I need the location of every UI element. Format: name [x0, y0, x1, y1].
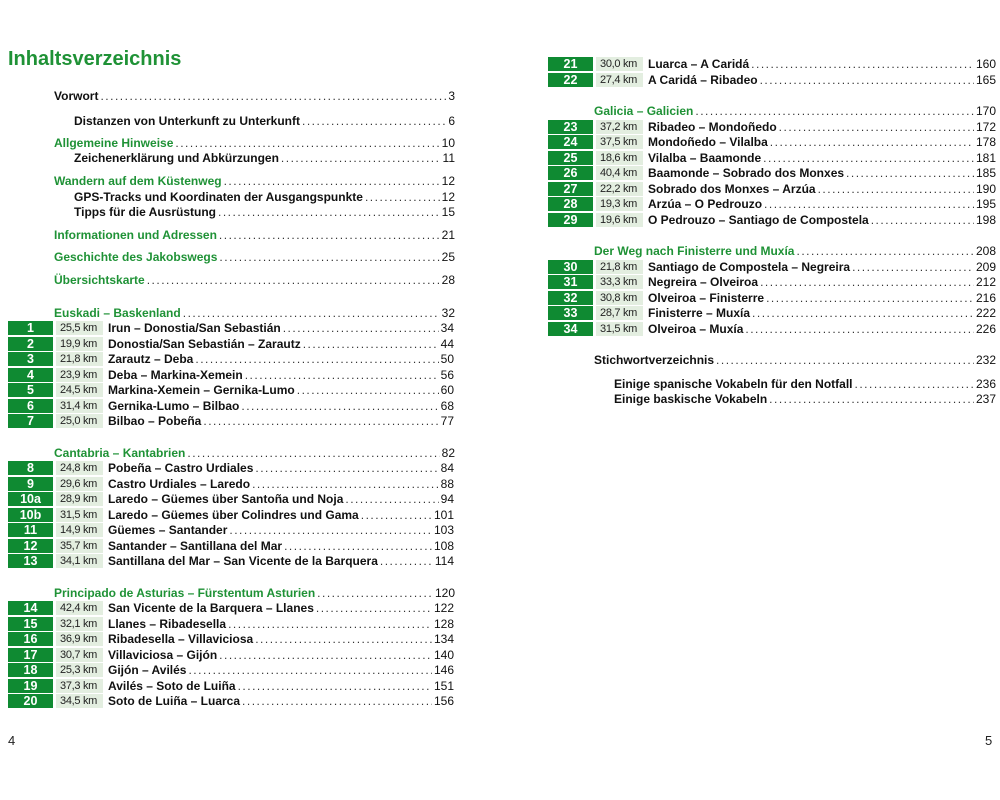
- stage-row[interactable]: [8, 678, 454, 693]
- toc-entry-page: 236: [975, 376, 996, 391]
- stage-route: Markina-Xemein – Gernika-Lumo: [108, 382, 295, 397]
- stage-row[interactable]: [8, 600, 454, 615]
- stage-route: Santiago de Compostela – Negreira: [648, 259, 851, 274]
- stage-number: 8: [8, 461, 53, 475]
- stage-page: 181: [975, 150, 996, 165]
- stage-route: Bilbao – Pobeña: [108, 413, 202, 428]
- leader-dots: [238, 679, 432, 693]
- stage-row[interactable]: [548, 274, 996, 289]
- toc-entry-page: 12: [441, 173, 455, 188]
- toc-entry-label: GPS-Tracks und Koordinaten der Ausgangspunkte: [74, 189, 363, 204]
- leader-dots: [818, 182, 974, 196]
- stage-row[interactable]: [548, 119, 996, 134]
- stage-row[interactable]: [8, 413, 454, 428]
- stage-page: 134: [433, 631, 454, 646]
- toc-entry-distanzen[interactable]: [74, 113, 455, 128]
- stage-page: 84: [440, 460, 454, 475]
- stage-number: 31: [548, 275, 593, 289]
- stage-distance: 30,7 km: [56, 648, 103, 662]
- leader-dots: [195, 352, 438, 366]
- leader-dots: [380, 554, 433, 568]
- stage-row[interactable]: [8, 693, 454, 708]
- stage-page: 94: [440, 491, 454, 506]
- stage-route: Gijón – Avilés: [108, 662, 187, 677]
- stage-route: Irun – Donostia/San Sebastián: [108, 320, 281, 335]
- stage-page: 178: [975, 134, 996, 149]
- stage-route: Arzúa – O Pedrouzo: [648, 196, 763, 211]
- toc-entry-wandern[interactable]: [54, 173, 455, 188]
- stage-number: 9: [8, 477, 53, 491]
- region-label: Euskadi – Baskenland: [54, 305, 181, 320]
- stage-page: 50: [440, 351, 454, 366]
- leader-dots: [255, 632, 432, 646]
- stage-page: 56: [440, 367, 454, 382]
- stage-page: 209: [975, 259, 996, 274]
- stage-row[interactable]: [548, 321, 996, 336]
- stage-page: 165: [975, 72, 996, 87]
- toc-entry-page: 10: [441, 135, 455, 150]
- toc-entry-page: 3: [448, 88, 455, 103]
- stage-distance: 21,8 km: [596, 260, 643, 274]
- leader-dots: [769, 392, 974, 406]
- stage-route: Olveiroa – Finisterre: [648, 290, 765, 305]
- stage-row[interactable]: [8, 398, 454, 413]
- stage-route: Villaviciosa – Gijón: [108, 647, 218, 662]
- stage-row[interactable]: [8, 553, 454, 568]
- stage-number: 14: [8, 601, 53, 615]
- toc-entry-page: 232: [975, 352, 996, 367]
- stage-distance: 31,5 km: [56, 508, 103, 522]
- stage-distance: 32,1 km: [56, 617, 103, 631]
- leader-dots: [229, 523, 432, 537]
- leader-dots: [283, 321, 439, 335]
- stage-route: Olveiroa – Muxía: [648, 321, 744, 336]
- stage-row[interactable]: [548, 259, 996, 274]
- stage-route: Luarca – A Caridá: [648, 56, 750, 71]
- stage-number: 10a: [8, 492, 53, 506]
- stage-number: 7: [8, 414, 53, 428]
- toc-entry-page: 28: [441, 272, 455, 287]
- stage-route: Finisterre – Muxía: [648, 305, 751, 320]
- leader-dots: [175, 136, 439, 150]
- region-label: Der Weg nach Finisterre und Muxía: [594, 243, 795, 258]
- stage-page: 77: [440, 413, 454, 428]
- toc-entry-stichwort[interactable]: [594, 352, 996, 367]
- leader-dots: [770, 135, 974, 149]
- stage-route: Soto de Luiña – Luarca: [108, 693, 241, 708]
- stage-row[interactable]: [8, 351, 454, 366]
- stage-route: Pobeña – Castro Urdiales: [108, 460, 254, 475]
- leader-dots: [255, 461, 438, 475]
- region-heading-finisterre[interactable]: [594, 243, 996, 258]
- stage-row[interactable]: [548, 165, 996, 180]
- stage-page: 114: [434, 553, 454, 568]
- stage-page: 44: [440, 336, 454, 351]
- stage-number: 17: [8, 648, 53, 662]
- stage-number: 23: [548, 120, 593, 134]
- leader-dots: [252, 477, 439, 491]
- stage-distance: 22,2 km: [596, 182, 643, 196]
- region-page: 120: [434, 585, 455, 600]
- toc-entry-page: 21: [441, 227, 455, 242]
- region-page: 32: [441, 305, 455, 320]
- stage-row[interactable]: [8, 522, 454, 537]
- toc-entry-label: Distanzen von Unterkunft zu Unterkunft: [74, 113, 301, 128]
- stage-number: 18: [8, 663, 53, 677]
- stage-row[interactable]: [8, 460, 454, 475]
- stage-page: 226: [975, 321, 996, 336]
- leader-dots: [203, 414, 438, 428]
- stage-number: 16: [8, 632, 53, 646]
- stage-distance: 34,1 km: [56, 554, 103, 568]
- stage-route: Laredo – Güemes über Colindres und Gama: [108, 507, 359, 522]
- stage-page: 68: [440, 398, 454, 413]
- stage-number: 22: [548, 73, 593, 87]
- stage-page: 88: [440, 476, 454, 491]
- stage-distance: 36,9 km: [56, 632, 103, 646]
- stage-row[interactable]: [8, 320, 454, 335]
- stage-number: 13: [8, 554, 53, 568]
- stage-number: 34: [548, 322, 593, 336]
- stage-page: 156: [433, 693, 454, 708]
- leader-dots: [281, 151, 441, 165]
- stage-row[interactable]: [8, 476, 454, 491]
- leader-dots: [796, 244, 973, 258]
- leader-dots: [871, 213, 974, 227]
- stage-distance: 37,3 km: [56, 679, 103, 693]
- leader-dots: [745, 322, 974, 336]
- leader-dots: [147, 273, 440, 287]
- stage-distance: 35,7 km: [56, 539, 103, 553]
- stage-distance: 19,9 km: [56, 337, 103, 351]
- stage-route: Zarautz – Deba: [108, 351, 194, 366]
- region-label: Galicia – Galicien: [594, 103, 694, 118]
- stage-row[interactable]: [548, 290, 996, 305]
- region-label: Principado de Asturias – Fürstentum Asturien: [54, 585, 316, 600]
- stage-route: Santander – Santillana del Mar: [108, 538, 283, 553]
- stage-route: Güemes – Santander: [108, 522, 228, 537]
- stage-page: 212: [975, 274, 996, 289]
- stage-distance: 30,0 km: [596, 57, 643, 71]
- toc-entry-label: Allgemeine Hinweise: [54, 135, 174, 150]
- stage-route: Vilalba – Baamonde: [648, 150, 762, 165]
- stage-row[interactable]: [548, 212, 996, 227]
- stage-route: Castro Urdiales – Laredo: [108, 476, 251, 491]
- stage-route: Mondoñedo – Vilalba: [648, 134, 768, 149]
- stage-page: 216: [975, 290, 996, 305]
- stage-number: 32: [548, 291, 593, 305]
- stage-route: O Pedrouzo – Santiago de Compostela: [648, 212, 869, 227]
- leader-dots: [183, 306, 440, 320]
- stage-number: 30: [548, 260, 593, 274]
- stage-route: Ribadesella – Villaviciosa: [108, 631, 254, 646]
- stage-distance: 24,5 km: [56, 383, 103, 397]
- toc-entry-label: Wandern auf dem Küstenweg: [54, 173, 222, 188]
- page-number-left: 4: [8, 733, 16, 748]
- toc-entry-gps[interactable]: [74, 189, 455, 204]
- toc-entry-page: 12: [441, 189, 455, 204]
- stage-route: Negreira – Olveiroa: [648, 274, 759, 289]
- stage-route: Avilés – Soto de Luiña: [108, 678, 236, 693]
- leader-dots: [188, 663, 432, 677]
- stage-number: 1: [8, 321, 53, 335]
- leader-dots: [297, 383, 439, 397]
- stage-row[interactable]: [548, 181, 996, 196]
- stage-distance: 37,2 km: [596, 120, 643, 134]
- leader-dots: [316, 601, 432, 615]
- toc-entry-zeichen[interactable]: [74, 150, 455, 165]
- stage-page: 122: [433, 600, 454, 615]
- leader-dots: [242, 694, 432, 708]
- leader-dots: [365, 190, 440, 204]
- stage-distance: 37,5 km: [596, 135, 643, 149]
- stage-distance: 27,4 km: [596, 73, 643, 87]
- stage-route: A Caridá – Ribadeo: [648, 72, 758, 87]
- leader-dots: [760, 275, 974, 289]
- stage-route: Llanes – Ribadesella: [108, 616, 227, 631]
- toc-entry-informationen[interactable]: [54, 227, 455, 242]
- stage-distance: 18,6 km: [596, 151, 643, 165]
- stage-route: Deba – Markina-Xemein: [108, 367, 243, 382]
- stage-number: 3: [8, 352, 53, 366]
- leader-dots: [846, 166, 974, 180]
- toc-entry-tipps[interactable]: [74, 204, 455, 219]
- leader-dots: [779, 120, 974, 134]
- leader-dots: [317, 586, 433, 600]
- stage-row[interactable]: [548, 196, 996, 211]
- leader-dots: [219, 228, 440, 242]
- stage-route: Laredo – Güemes über Santoña und Noja: [108, 491, 344, 506]
- toc-entry-vorwort[interactable]: [54, 88, 455, 103]
- leader-dots: [345, 492, 438, 506]
- stage-number: 26: [548, 166, 593, 180]
- region-page: 82: [441, 445, 455, 460]
- toc-entry-label: Geschichte des Jakobswegs: [54, 249, 218, 264]
- stage-distance: 25,0 km: [56, 414, 103, 428]
- stage-row[interactable]: [8, 507, 454, 522]
- stage-number: 24: [548, 135, 593, 149]
- leader-dots: [241, 399, 438, 413]
- toc-entry-label: Übersichtskarte: [54, 272, 145, 287]
- region-heading-galicia[interactable]: [594, 103, 996, 118]
- stage-page: 222: [975, 305, 996, 320]
- leader-dots: [751, 57, 974, 71]
- stage-distance: 33,3 km: [596, 275, 643, 289]
- toc-entry-page: 6: [448, 113, 455, 128]
- leader-dots: [695, 104, 974, 118]
- stage-page: 103: [433, 522, 454, 537]
- toc-entry-label: Informationen und Adressen: [54, 227, 217, 242]
- page-number-right: 5: [985, 733, 993, 748]
- leader-dots: [224, 174, 440, 188]
- region-page: 170: [975, 103, 996, 118]
- toc-entry-page: 15: [441, 204, 455, 219]
- stage-distance: 25,5 km: [56, 321, 103, 335]
- stage-number: 4: [8, 368, 53, 382]
- leader-dots: [284, 539, 432, 553]
- region-page: 208: [975, 243, 996, 258]
- stage-row[interactable]: [8, 538, 454, 553]
- stage-route: Sobrado dos Monxes – Arzúa: [648, 181, 816, 196]
- region-heading-asturias[interactable]: [54, 585, 455, 600]
- toc-entry-label: Einige baskische Vokabeln: [614, 391, 768, 406]
- stage-page: 151: [433, 678, 454, 693]
- stage-page: 101: [433, 507, 454, 522]
- stage-number: 28: [548, 197, 593, 211]
- leader-dots: [100, 89, 446, 103]
- stage-page: 146: [433, 662, 454, 677]
- leader-dots: [763, 151, 974, 165]
- stage-number: 11: [8, 523, 53, 537]
- stage-distance: 25,3 km: [56, 663, 103, 677]
- leader-dots: [361, 508, 432, 522]
- stage-page: 198: [975, 212, 996, 227]
- stage-distance: 21,8 km: [56, 352, 103, 366]
- stage-number: 15: [8, 617, 53, 631]
- stage-page: 34: [440, 320, 454, 335]
- stage-row[interactable]: [8, 616, 454, 631]
- stage-page: 185: [975, 165, 996, 180]
- stage-distance: 24,8 km: [56, 461, 103, 475]
- toc-entry-label: Zeichenerklärung und Abkürzungen: [74, 150, 279, 165]
- toc-entry-label: Tipps für die Ausrüstung: [74, 204, 217, 219]
- stage-row[interactable]: [548, 134, 996, 149]
- stage-number: 21: [548, 57, 593, 71]
- stage-distance: 19,6 km: [596, 213, 643, 227]
- toc-entry-label: Stichwortverzeichnis: [594, 352, 715, 367]
- leader-dots: [245, 368, 439, 382]
- leader-dots: [187, 446, 439, 460]
- toc-entry-hinweise[interactable]: [54, 135, 455, 150]
- stage-route: Ribadeo – Mondoñedo: [648, 119, 777, 134]
- stage-route: Santillana del Mar – San Vicente de la Barquera: [108, 553, 378, 568]
- leader-dots: [303, 337, 439, 351]
- page-title: Inhaltsverzeichnis: [8, 48, 182, 70]
- stage-page: 128: [433, 616, 454, 631]
- stage-page: 190: [975, 181, 996, 196]
- stage-row[interactable]: [8, 631, 454, 646]
- toc-entry-geschichte[interactable]: [54, 249, 455, 264]
- toc-entry-vokabeln-es[interactable]: [614, 376, 996, 391]
- stage-page: 195: [975, 196, 996, 211]
- stage-route: San Vicente de la Barquera – Llanes: [108, 600, 314, 615]
- toc-entry-page: 237: [975, 391, 996, 406]
- stage-page: 140: [433, 647, 454, 662]
- stage-distance: 29,6 km: [56, 477, 103, 491]
- toc-entry-vokabeln-eu[interactable]: [614, 391, 996, 406]
- stage-number: 33: [548, 306, 593, 320]
- stage-route: Baamonde – Sobrado dos Monxes: [648, 165, 845, 180]
- stage-page: 160: [975, 56, 996, 71]
- stage-distance: 42,4 km: [56, 601, 103, 615]
- stage-number: 2: [8, 337, 53, 351]
- stage-row[interactable]: [8, 382, 454, 397]
- stage-number: 12: [8, 539, 53, 553]
- stage-row[interactable]: [8, 662, 454, 677]
- toc-entry-label: Vorwort: [54, 88, 99, 103]
- stage-distance: 23,9 km: [56, 368, 103, 382]
- leader-dots: [228, 617, 432, 631]
- stage-distance: 19,3 km: [596, 197, 643, 211]
- stage-distance: 28,9 km: [56, 492, 103, 506]
- leader-dots: [218, 205, 440, 219]
- region-label: Cantabria – Kantabrien: [54, 445, 186, 460]
- stage-number: 27: [548, 182, 593, 196]
- leader-dots: [219, 250, 439, 264]
- stage-page: 108: [433, 538, 454, 553]
- stage-row[interactable]: [8, 367, 454, 382]
- leader-dots: [716, 353, 974, 367]
- region-heading-cantabria[interactable]: [54, 445, 455, 460]
- stage-page: 60: [440, 382, 454, 397]
- stage-number: 5: [8, 383, 53, 397]
- toc-entry-label: Einige spanische Vokabeln für den Notfall: [614, 376, 853, 391]
- stage-page: 172: [975, 119, 996, 134]
- leader-dots: [766, 291, 974, 305]
- stage-distance: 14,9 km: [56, 523, 103, 537]
- toc-entry-page: 25: [441, 249, 455, 264]
- leader-dots: [760, 73, 974, 87]
- stage-distance: 31,4 km: [56, 399, 103, 413]
- stage-number: 20: [8, 694, 53, 708]
- toc-entry-karte[interactable]: [54, 272, 455, 287]
- stage-distance: 28,7 km: [596, 306, 643, 320]
- stage-number: 6: [8, 399, 53, 413]
- stage-distance: 31,5 km: [596, 322, 643, 336]
- region-heading-euskadi[interactable]: [54, 305, 455, 320]
- leader-dots: [219, 648, 432, 662]
- leader-dots: [852, 260, 974, 274]
- stage-row[interactable]: [548, 305, 996, 320]
- leader-dots: [302, 114, 446, 128]
- stage-route: Donostia/San Sebastián – Zarautz: [108, 336, 301, 351]
- stage-number: 19: [8, 679, 53, 693]
- stage-row[interactable]: [548, 72, 996, 87]
- stage-number: 25: [548, 151, 593, 165]
- stage-row[interactable]: [548, 150, 996, 165]
- stage-row[interactable]: [8, 336, 454, 351]
- stage-route: Gernika-Lumo – Bilbao: [108, 398, 240, 413]
- stage-number: 10b: [8, 508, 53, 522]
- stage-row[interactable]: [548, 56, 996, 71]
- stage-row[interactable]: [8, 491, 454, 506]
- stage-distance: 40,4 km: [596, 166, 643, 180]
- stage-distance: 34,5 km: [56, 694, 103, 708]
- toc-entry-page: 11: [442, 150, 455, 165]
- stage-row[interactable]: [8, 647, 454, 662]
- stage-distance: 30,8 km: [596, 291, 643, 305]
- leader-dots: [855, 377, 974, 391]
- leader-dots: [764, 197, 974, 211]
- leader-dots: [752, 306, 974, 320]
- stage-number: 29: [548, 213, 593, 227]
